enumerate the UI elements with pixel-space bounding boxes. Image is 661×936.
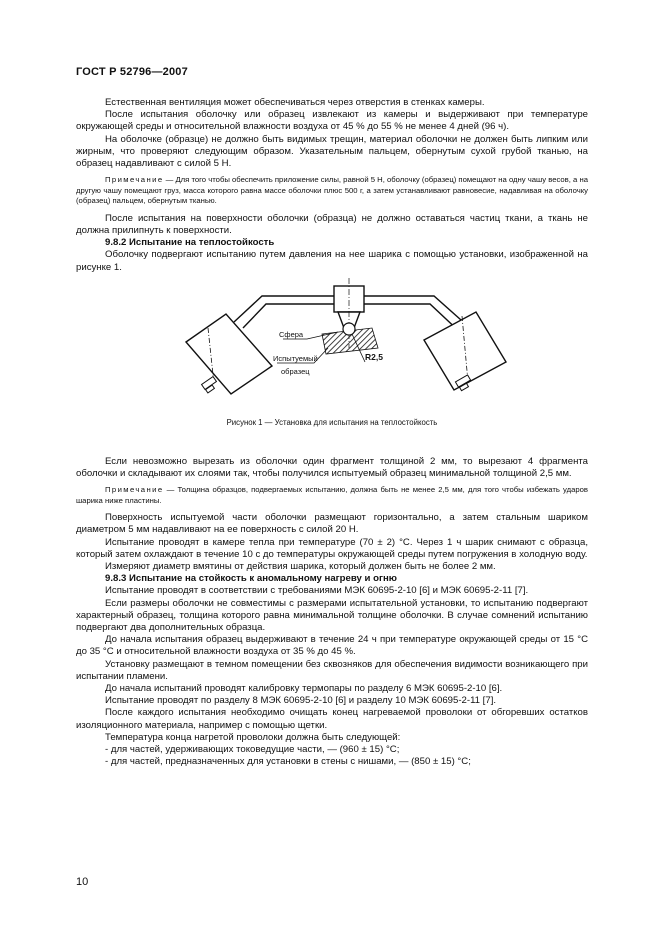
- paragraph: После испытания на поверхности оболочки (образца) не должно оставаться частиц ткани, а ткань не должна прилипнуть к поверхности.: [76, 212, 588, 236]
- note: [76, 485, 588, 506]
- paragraph: До начала испытаний проводят калибровку термопары по разделу 6 МЭК 60695-2-10 [6].: [105, 682, 503, 694]
- paragraph: На оболочке (образце) не должно быть видимых трещин, материал оболочки не должен быть липким или жирным, что проверяют следующим образом. Указательным пальцем, обернутым сухой грубой тканью, на образец надавливают с силой 5 Н.: [76, 133, 588, 170]
- note-text: — Толщина образцов, подвергаемых испытанию, должна быть не менее 2,5 мм, для того чтобы избежать ударов шарика ниже пластины.: [76, 485, 588, 505]
- figure-caption: Рисунок 1 — Установка для испытания на теплостойкость: [226, 417, 438, 427]
- paragraph: До начала испытания образец выдерживают в течение 24 ч при температуре окружающей среды от 15 °С до 35 °С и относительной влажности воздуха от 35 % до 45 %.: [76, 634, 588, 658]
- radius-label: R2,5: [365, 351, 383, 362]
- figure-1: [76, 276, 588, 416]
- note-text: — Для того чтобы обеспечить приложение силы, равной 5 Н, оболочку (образец) помещают на одну чашу весов, а на другую чашу помещают груз, масса которого равна массе оболочки плюс 500 г, а затем устанавливают равновесие, надавливая на оболочку (образец) пальцем, обернутым тканью.: [76, 175, 588, 206]
- apparatus-drawing: [76, 276, 588, 416]
- paragraph: Измеряют диаметр вмятины от действия шарика, который должен быть не более 2 мм.: [105, 560, 496, 572]
- paragraph: Установку размещают в темном помещении без сквозняков для обеспечения видимости возникающего при испытании пламени.: [76, 658, 588, 682]
- paragraph: Испытание проводят в камере тепла при температуре (70 ± 2) °С. Через 1 ч шарик снимают с образца, который затем охлаждают в течение 10 с до температуры окружающей среды путем погружения в холодную воду.: [76, 536, 588, 560]
- note: [76, 175, 588, 207]
- page-content: [76, 97, 588, 768]
- paragraph: Естественная вентиляция может обеспечиваться через отверстия в стенках камеры.: [105, 97, 485, 108]
- document-header: ГОСТ Р 52796—2007: [76, 66, 188, 78]
- paragraph: Испытание проводят по разделу 8 МЭК 60695-2-10 [6] и разделу 10 МЭК 60695-2-11 [7].: [105, 695, 497, 707]
- paragraph: После каждого испытания необходимо очищать конец нагреваемой проволоки от обгоревших остатков изоляционного материала, например с помощью щетки.: [76, 707, 588, 731]
- paragraph: Поверхность испытуемой части оболочки размещают горизонтально, а затем стальным шариком диаметром 5 мм надавливают на ее поверхность с силой 20 Н.: [76, 512, 588, 536]
- section-heading: 9.8.3 Испытание на стойкость к аномальному нагреву и огню: [105, 573, 397, 585]
- paragraph: Если размеры оболочки не совместимы с размерами испытательной установки, то испытанию подвергают характерный образец, толщина которого равна минимальной толщине оболочки. В случае сомнений испытанию подвергают два дополнительных образца.: [76, 597, 588, 633]
- paragraph: Температура конца нагретой проволоки должна быть следующей:: [105, 731, 401, 743]
- left-foot: [202, 376, 217, 392]
- sample-label-line-1: Испытуемый: [273, 353, 318, 363]
- paragraph: Испытание проводят в соответствии с требованиями МЭК 60695-2-10 [6] и МЭК 60695-2-11 [7].: [105, 585, 529, 597]
- sphere-label: Сфера: [279, 329, 304, 339]
- paragraph: После испытания оболочку или образец извлекают из камеры и выдерживают при температуре окружающей среды и относительной влажности воздуха от 45 % до 55 % не менее 4 дней (96 ч).: [76, 109, 588, 133]
- section-heading: 9.8.2 Испытание на теплостойкость: [105, 237, 275, 249]
- left-weight-block: [186, 314, 272, 394]
- page-number: 10: [76, 876, 89, 888]
- paragraph: Если невозможно вырезать из оболочки один фрагмент толщиной 2 мм, то вырезают 4 фрагмента оболочки и складывают их слоями так, чтобы получился испытуемый образец минимальной толщиной 2,5 мм.: [76, 455, 588, 479]
- list-item: - для частей, предназначенных для установки в стены с нишами, — (850 ± 15) °С;: [105, 756, 471, 768]
- test-sphere: [343, 323, 355, 335]
- note-label: Примечание: [105, 485, 164, 495]
- sample-label-line-2: образец: [281, 366, 310, 376]
- paragraph: Оболочку подвергают испытанию путем давления на нее шарика с помощью установки, изображенной на рисунке 1.: [76, 249, 588, 273]
- note-label: Примечание: [105, 175, 164, 185]
- list-item: - для частей, удерживающих токоведущие части, — (960 ± 15) °С;: [105, 744, 400, 755]
- left-arm: [234, 296, 336, 328]
